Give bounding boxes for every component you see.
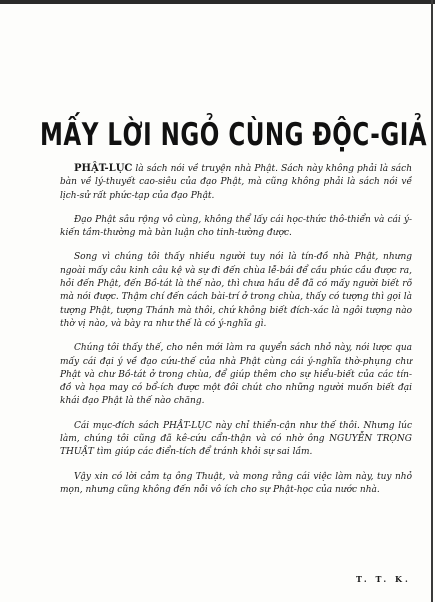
paragraph-3 xyxy=(60,251,412,331)
paragraph-text: là sách nói về truyện nhà Phật. Sách này không phải là sách bàn về lý-thuyết cao-siêu của đạo Phật, mà cũng không phải là sách nói về lịch-sử rất phức-tạp của đạo Phật. xyxy=(60,164,412,201)
paragraph-text: Cái mục-đích sách PHẬT-LỤC này chỉ thiển-cận như thế thôi. Nhưng lúc làm, chúng tôi cũng đã kê-cứu cẩn-thận và có nhờ ông NGUYỄN TRỌNG THUẬT tìm giúp các điển-tích để tránh khỏi sự sai lầm. xyxy=(60,420,412,458)
paragraph-2 xyxy=(60,214,412,241)
paragraph-6 xyxy=(60,471,412,498)
paragraph-text: Song vì chúng tôi thấy nhiều người tuy nói là tín-đồ nhà Phật, nhưng ngoài mấy câu kinh câu kệ và sự đi đến chùa lễ-bái để cầu phúc cầu được ra, hỏi đến Phật, đến Bồ-tát là thế nào, thì chưa hầu dễ đã có mấy người biết rõ mà nói được. Thậm chí đến cách bài-trí ở trong chùa, thấy có tượng thì gọi là tượng Phật, tượng Thánh mà thôi, chứ không biết đích-xác là ngôi tượng nào thờ vị nào, và bày ra như thế là có ý-nghĩa gì. xyxy=(60,252,412,329)
paragraph-4 xyxy=(60,342,412,408)
paragraph-text: Vậy xin có lời cảm tạ ông Thuật, và mong rằng cái việc làm này, tuy nhỏ mọn, nhưng cũng không đến nỗi vô ích cho sự Phật-học của nước nhà. xyxy=(60,471,412,495)
lead-keyword: PHẬT-LỤC xyxy=(74,163,133,174)
top-border xyxy=(0,0,435,4)
paragraph-text: Chúng tôi thấy thế, cho nên mới làm ra quyển sách nhỏ này, nói lược qua mấy cái đại ý về đạo cứu-thế của nhà Phật cùng cái ý-nghĩa thờ-phụng chư Phật và chư Bồ-tát ở trong chùa, để giúp thêm cho sự hiểu-biết của các tín-đồ và họa may có bổ-ích được một đôi chút cho những người muốn biết đại khái đạo Phật là thế nào chăng. xyxy=(60,343,412,407)
right-border xyxy=(431,0,433,602)
body-text xyxy=(60,162,412,508)
signature: T. T. K. xyxy=(356,574,411,584)
paragraph-5 xyxy=(60,420,412,460)
paragraph-1 xyxy=(60,162,412,203)
page-title: MẤY LỜI NGỎ CÙNG ĐỘC-GIẢ xyxy=(40,118,428,154)
paragraph-text: Đạo Phật sâu rộng vô cùng, không thể lấy cái học-thức thô-thiển và cái ý-kiến tầm-thường mà bàn luận cho tinh-tường được. xyxy=(60,214,412,239)
